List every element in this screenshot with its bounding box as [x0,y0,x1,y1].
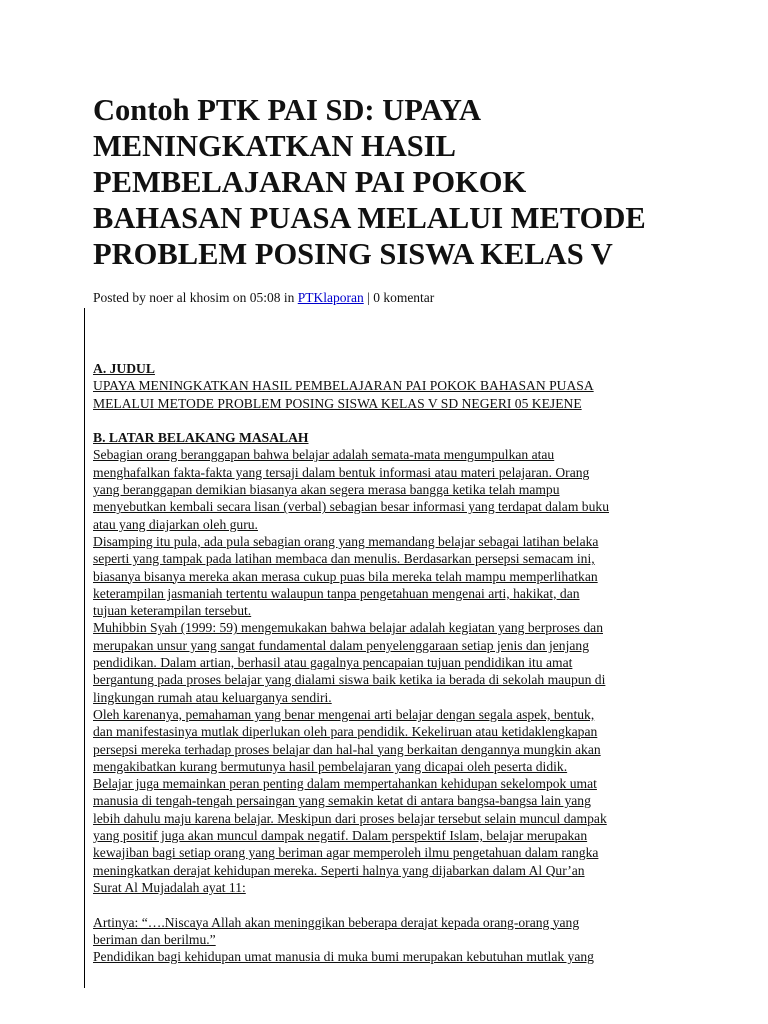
body-text-line: Muhibbin Syah (1999: 59) mengemukakan bahwa belajar adalah kegiatan yang berproses dan [93,620,603,636]
body-text-line: yang beranggapan demikian biasanya akan segera merasa bangga ketika telah mampu [93,482,560,498]
section-b-heading: B. LATAR BELAKANG MASALAH [93,430,309,446]
body-text-line: kewajiban bagi setiap orang yang beriman agar memperoleh ilmu pengetahuan dalam rangka [93,845,599,861]
body-text-line: seperti yang tampak pada latihan membaca dan menulis. Berdasarkan persepsi semacam ini, [93,551,595,567]
byline-prefix: Posted by noer al khosim on 05:08 in [93,290,298,305]
section-b-text [93,446,733,896]
body-text-line: lingkungan rumah atau keluarganya sendiri. [93,689,332,705]
body-text-line: Disamping itu pula, ada pula sebagian orang yang memandang belajar sebagai latihan belaka [93,533,599,549]
byline-separator: | [363,290,374,305]
title-line: BAHASAN PUASA MELALUI METODE [93,201,646,235]
body-text-line: Belajar juga memainkan peran penting dalam mempertahankan kehidupan sekelompok umat [93,776,597,792]
body-text-line: biasanya bisanya mereka akan merasa cukup puas bila mereka telah mampu memperlihatkan [93,568,598,584]
title-line: Contoh PTK PAI SD: UPAYA [93,93,482,127]
article-body [93,360,733,965]
body-text-line: keterampilan jasmaniah tertentu walaupun tanpa pengetahuan mengenai arti, hakikat, dan [93,585,580,601]
body-text-line: menyebutkan kembali secara lisan (verbal) sebagian besar informasi yang terdapat dalam buku [93,499,609,515]
body-text-line: MELALUI METODE PROBLEM POSING SISWA KELAS V SD NEGERI 05 KEJENE [93,395,582,411]
body-text-line: UPAYA MENINGKATKAN HASIL PEMBELAJARAN PAI POKOK BAHASAN PUASA [93,378,594,394]
body-text-line: Artinya: “….Niscaya Allah akan meninggikan beberapa derajat kepada orang-orang yang [93,914,580,930]
section-a-text [93,377,733,412]
body-text-line: lebih dahulu maju karena belajar. Meskipun dari proses belajar tersebut selain muncul dampak [93,810,607,826]
body-text-line: Pendidikan bagi kehidupan umat manusia di muka bumi merupakan kebutuhan mutlak yang [93,949,594,965]
body-text-line: atau yang diajarkan oleh guru. [93,516,258,532]
body-text-line: menghafalkan fakta-fakta yang tersaji dalam bentuk informasi atau materi pelajaran. Orang [93,464,590,480]
paragraph-gap [93,896,733,913]
body-text-line: yang positif juga akan muncul dampak negatif. Dalam perspektif Islam, belajar merupakan [93,828,588,844]
paragraph-gap [93,412,733,429]
body-text-line: Surat Al Mujadalah ayat 11: [93,879,246,895]
title-line: PEMBELAJARAN PAI POKOK [93,165,527,199]
quote-text [93,914,733,966]
body-text-line: manusia di tengah-tengah persaingan yang semakin ketat di antara bangsa-bangsa lain yang [93,793,591,809]
body-text-line: pendidikan. Dalam artian, berhasil atau gagalnya pencapaian tujuan pendidikan itu amat [93,655,573,671]
body-text-line: persepsi mereka terhadap proses belajar dan hal-hal yang berkaitan dengannya mungkin akan [93,741,601,757]
category-link[interactable]: PTKlaporan [297,290,364,305]
body-text-line: tujuan keterampilan tersebut. [93,603,252,619]
section-a-heading: A. JUDUL [93,361,155,376]
body-text-line: bergantung pada proses belajar yang dialami siswa baik ketika ia berada di sekolah maupun di [93,672,606,688]
post-byline [93,290,434,306]
title-line: MENINGKATKAN HASIL [93,129,456,163]
body-text-line: meningkatkan derajat kehidupan mereka. Seperti halnya yang dijabarkan dalam Al Qur’an [93,862,585,878]
comments-link[interactable]: 0 komentar [373,290,435,305]
body-text-line: Oleh karenanya, pemahaman yang benar mengenai arti belajar dengan segala aspek, bentuk, [93,706,595,722]
page-title [93,92,733,272]
body-text-line: merupakan unsur yang sangat fundamental dalam penyelenggaraan setiap jenis dan jenjang [93,637,589,653]
body-text-line: Sebagian orang beranggapan bahwa belajar adalah semata-mata mengumpulkan atau [93,447,555,463]
margin-divider [84,308,85,988]
body-text-line: dan manifestasinya mutlak diperlukan oleh para pendidik. Kekeliruan atau ketidaklengkapan [93,724,598,740]
body-text-line: mengakibatkan kurang bermutunya hasil pembelajaran yang dicapai oleh peserta didik. [93,758,568,774]
body-text-line: beriman dan berilmu.” [93,931,216,947]
title-line: PROBLEM POSING SISWA KELAS V [93,237,613,271]
